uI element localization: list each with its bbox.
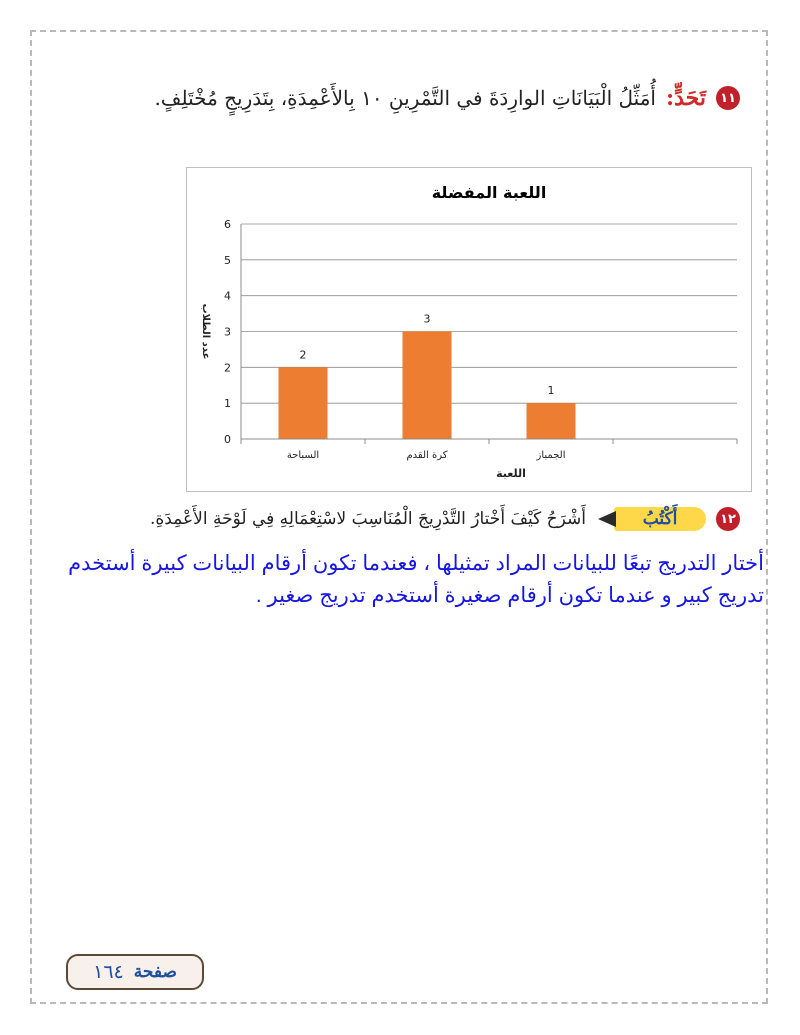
x-tick-label: الجمباز xyxy=(536,450,566,461)
pencil-body xyxy=(614,507,706,531)
bar xyxy=(527,403,576,439)
x-axis-title: اللعبة xyxy=(496,467,526,480)
question-text: أَشْرَحُ كَيْفَ أَخْتارُ التَّدْرِيجَ الْمُنَاسِبَ لاسْتِعْمَالِهِ فِي لَوْحَةِ الأَعْمِدَةِ. xyxy=(149,509,586,529)
y-tick-label: 4 xyxy=(224,289,231,303)
question-11 xyxy=(50,78,740,118)
answer-line: أختار التدريج تبعًا للبيانات المراد تمثيلها ، فعندما تكون أرقام البيانات كبيرة أستخدم xyxy=(68,552,764,575)
y-tick-label: 3 xyxy=(224,325,231,339)
question-12 xyxy=(50,502,740,536)
y-tick-label: 6 xyxy=(224,218,231,231)
question-number-badge: ١١ xyxy=(716,86,740,110)
data-label: 1 xyxy=(547,384,555,398)
y-tick-label: 0 xyxy=(224,433,231,446)
y-tick-label: 2 xyxy=(224,361,231,375)
x-tick-label: كرة القدم xyxy=(406,450,448,461)
x-tick-label: السباحة xyxy=(286,450,320,461)
data-label: 2 xyxy=(299,348,307,362)
pencil-write-icon xyxy=(596,506,706,532)
y-tick-label: 1 xyxy=(224,397,231,411)
question-number-badge: ١٢ xyxy=(716,507,740,531)
question-text: أُمَثِّلُ الْبَيَانَاتِ الوارِدَةَ في التَّمْرِينِ ١٠ بِالأَعْمِدَةِ، بِتَدَرِيجٍ مُخْتَلِفٍ. xyxy=(154,86,656,110)
y-tick-label: 5 xyxy=(224,253,231,267)
pencil-tip xyxy=(598,511,616,527)
y-axis-title: عدد الطلاب xyxy=(200,303,211,360)
chart-title: اللعبة المفضلة xyxy=(431,183,547,202)
data-label: 3 xyxy=(423,312,431,326)
chart-canvas xyxy=(187,168,753,493)
challenge-label: تَحَدٍّ: xyxy=(666,85,706,111)
bar-chart xyxy=(186,167,752,492)
bar xyxy=(279,367,328,439)
page-number: ١٦٤ xyxy=(93,961,124,983)
page-word: صفحة xyxy=(133,962,177,982)
page-number-tag xyxy=(66,954,204,990)
write-label: أَكْتُبُ xyxy=(642,509,678,529)
bar xyxy=(403,332,452,440)
answer-text xyxy=(54,548,764,612)
answer-line: تدريج كبير و عندما تكون أرقام صغيرة أستخدم تدريج صغير . xyxy=(255,584,764,607)
